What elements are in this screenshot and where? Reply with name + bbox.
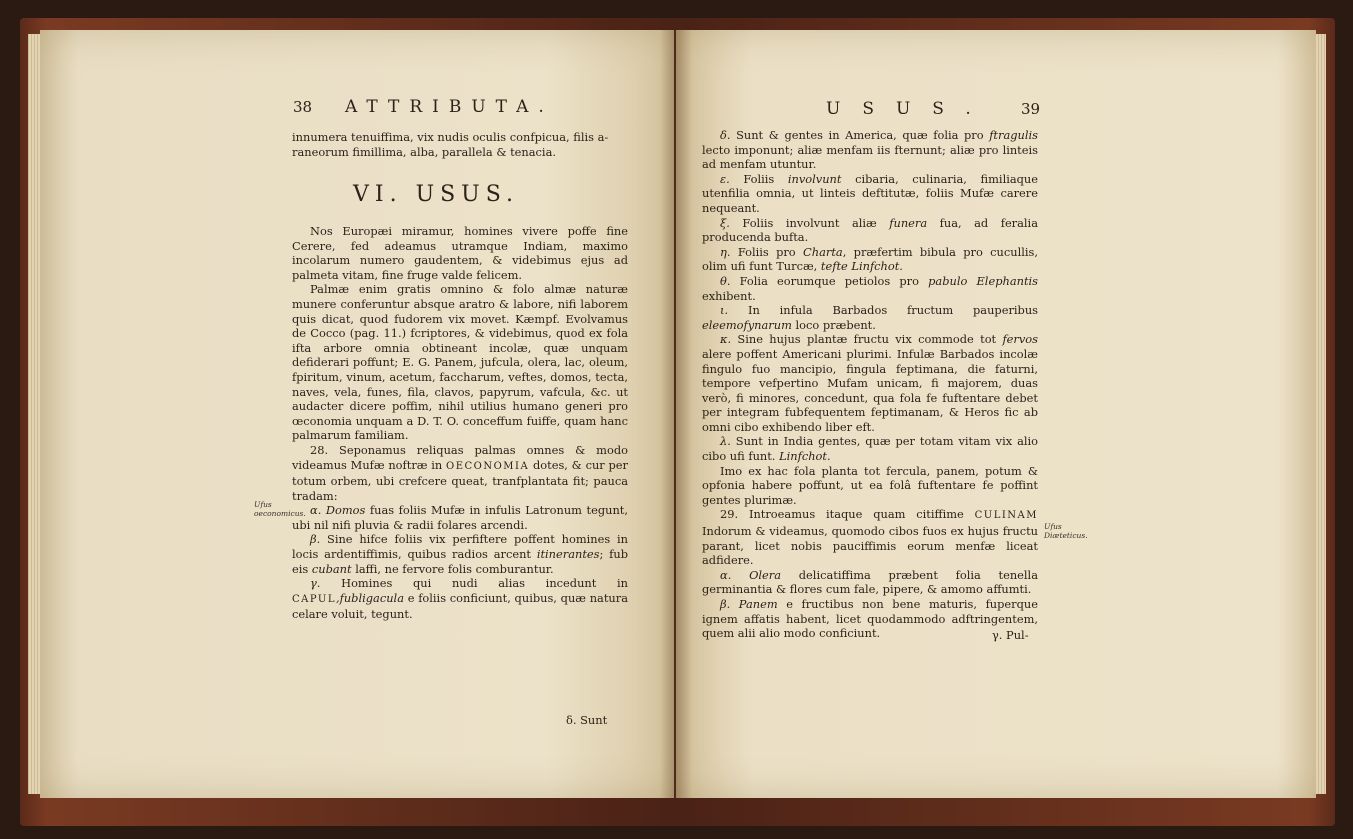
left-catchword: δ. Sunt [566, 713, 608, 727]
right-body [702, 128, 1038, 641]
right-page-number: 39 [1021, 100, 1041, 118]
oeconomia-word: OECONOMIA [446, 460, 530, 472]
left-body [292, 224, 628, 622]
intro-line-2: raneorum fimillima, alba, parallela & tenacia. [292, 144, 556, 159]
item-lambda: λ. Sunt in India gentes, quæ per totam vitam vix alio cibo ufi funt. Linfchot. [702, 434, 1038, 464]
item-zeta: ξ. Foliis involvunt aliæ funera fua, ad feralia producenda bufta. [702, 215, 1038, 245]
right-catchword: γ. Pul- [992, 628, 1029, 642]
left-page-number: 38 [293, 98, 313, 116]
para28-lead: 28. Seponamus reliquas palmas omnes & modo videamus Mufæ noftræ in [292, 442, 628, 472]
item-epsilon: ε. Foliis involvunt cibaria, culinaria, fimiliaque utenfilia omnia, ut linteis deftitutæ, foliis Mufæ carere nequeant. [702, 171, 1039, 215]
item-eta: η. Foliis pro Charta, præfertim bibula pro cucullis, olim ufi funt Turcæ, tefte Linfchot. [702, 244, 1038, 274]
item-iota: ι. In infula Barbados fructum pauperibus eleemofynarum loco præbent. [702, 303, 1039, 332]
left-intro [292, 130, 628, 159]
item-gamma: γ. Homines qui nudi alias incedunt in CAPUL,fubligacula e foliis conficiunt, quibus, quæ natura celare voluit, tegunt. [292, 576, 628, 622]
item-r-alpha: α. Olera delicatiffima præbent folia tenella germinantia & flores cum fale, pipere, & amomo affumti. [702, 567, 1038, 597]
item-alpha: α. Domos fuas foliis Mufæ in infulis Latronum tegunt, ubi nil nifi pluvia & radii folares arcendi. [292, 503, 628, 532]
item-delta: δ. Sunt & gentes in America, quæ folia pro ftragulis lecto imponunt; aliæ menfam iis fternunt; aliæ pro linteis ad menfam utuntur. [702, 128, 1039, 172]
paragraph-28 [292, 443, 628, 503]
paragraph-imo: Imo ex hac fola planta tot fercula, panem, potum & opfonia habere poffunt, ut ea folâ fuftentare fe poffint gentes plurimæ. [702, 463, 1038, 507]
culinam-word: CULINAM [974, 510, 1038, 522]
paragraph-1: Nos Europæi miramur, homines vivere poffe fine Cerere, fed adeamus utramque Indiam, maximo incolarum numero gaudentem, & videbimus ejus ad palmeta vitam, fine fruge valde felicem. [292, 224, 628, 282]
book-gutter [660, 30, 692, 798]
intro-line-1: innumera tenuiffima, vix nudis oculis confpicua, filis a- [292, 130, 609, 144]
item-theta: θ. Folia eorumque petiolos pro pabulo Elephantis exhibent. [702, 273, 1039, 303]
section-title: VI. USUS. [353, 182, 519, 207]
left-running-head: ATTRIBUTA. [345, 97, 554, 117]
right-running-head: USUS. [826, 99, 993, 119]
item-kappa: κ. Sine hujus plantæ fructu vix commode tot fervos alere poffent Americani plurimi. Infulæ Barbados incolæ fingulo fuo mancipio, fingula feptimana, die faturni, tempore vefpertino Mufam unicam, fi majorem, duas verò, fi minores, concedunt, qua fola fe fuftentare debet per integram fubfequentem feptimanam, & Heros fic ab omni cibo exhibendo liber eft. [702, 332, 1039, 434]
paragraph-2: Palmæ enim gratis omnino & folo almæ naturæ munere conferuntur absque aratro & labore, nifi laborem quis dicat, quod fudorem vix movet. Kæmpf. Evolvamus de Cocco (pag. 11.) fcriptores, & videbimus, quod ex fola ifta arbore omnia obtineant incolæ, quæ unquam defiderari poffunt; E. G. Panem, jufcula, olera, lac, oleum, fpiritum, vinum, acetum, faccharum, veftes, domos, tecta, naves, vela, funes, fila, clavos, papyrum, vafcula, &c. ut audacter dicere poffim, nihil utilius humano generi pro œconomia unquam a D. T. O. conceffum fuiffe, quam hanc palmarum familiam. [292, 282, 628, 443]
left-margin-note: Ufus oeconomicus. [254, 500, 306, 518]
paragraph-29: 29. Introeamus itaque quam citiffime CULINAM Indorum & videamus, quomodo cibos fuos ex hujus fructu parant, licet nobis pauciffimis eorum menfæ liceat adfidere. [702, 507, 1038, 568]
item-beta: β. Sine hifce foliis vix perfiftere poffent homines in locis ardentiffimis, quibus radios arcent itinerantes; fub eis cubant laffi, ne fervore folis comburantur. [292, 532, 628, 576]
item-r-beta: β. Panem e fructibus non bene maturis, fuperque ignem affatis habent, licet quodammodo adftringentem, quem alii alio modo conficiunt. [702, 597, 1038, 641]
right-margin-note: Ufus Diæteticus. [1044, 522, 1088, 540]
para28-rest: dotes, & cur per totum orbem, ubi crefcere queat, tranfplantata fit; pauca tradam: [292, 457, 628, 503]
